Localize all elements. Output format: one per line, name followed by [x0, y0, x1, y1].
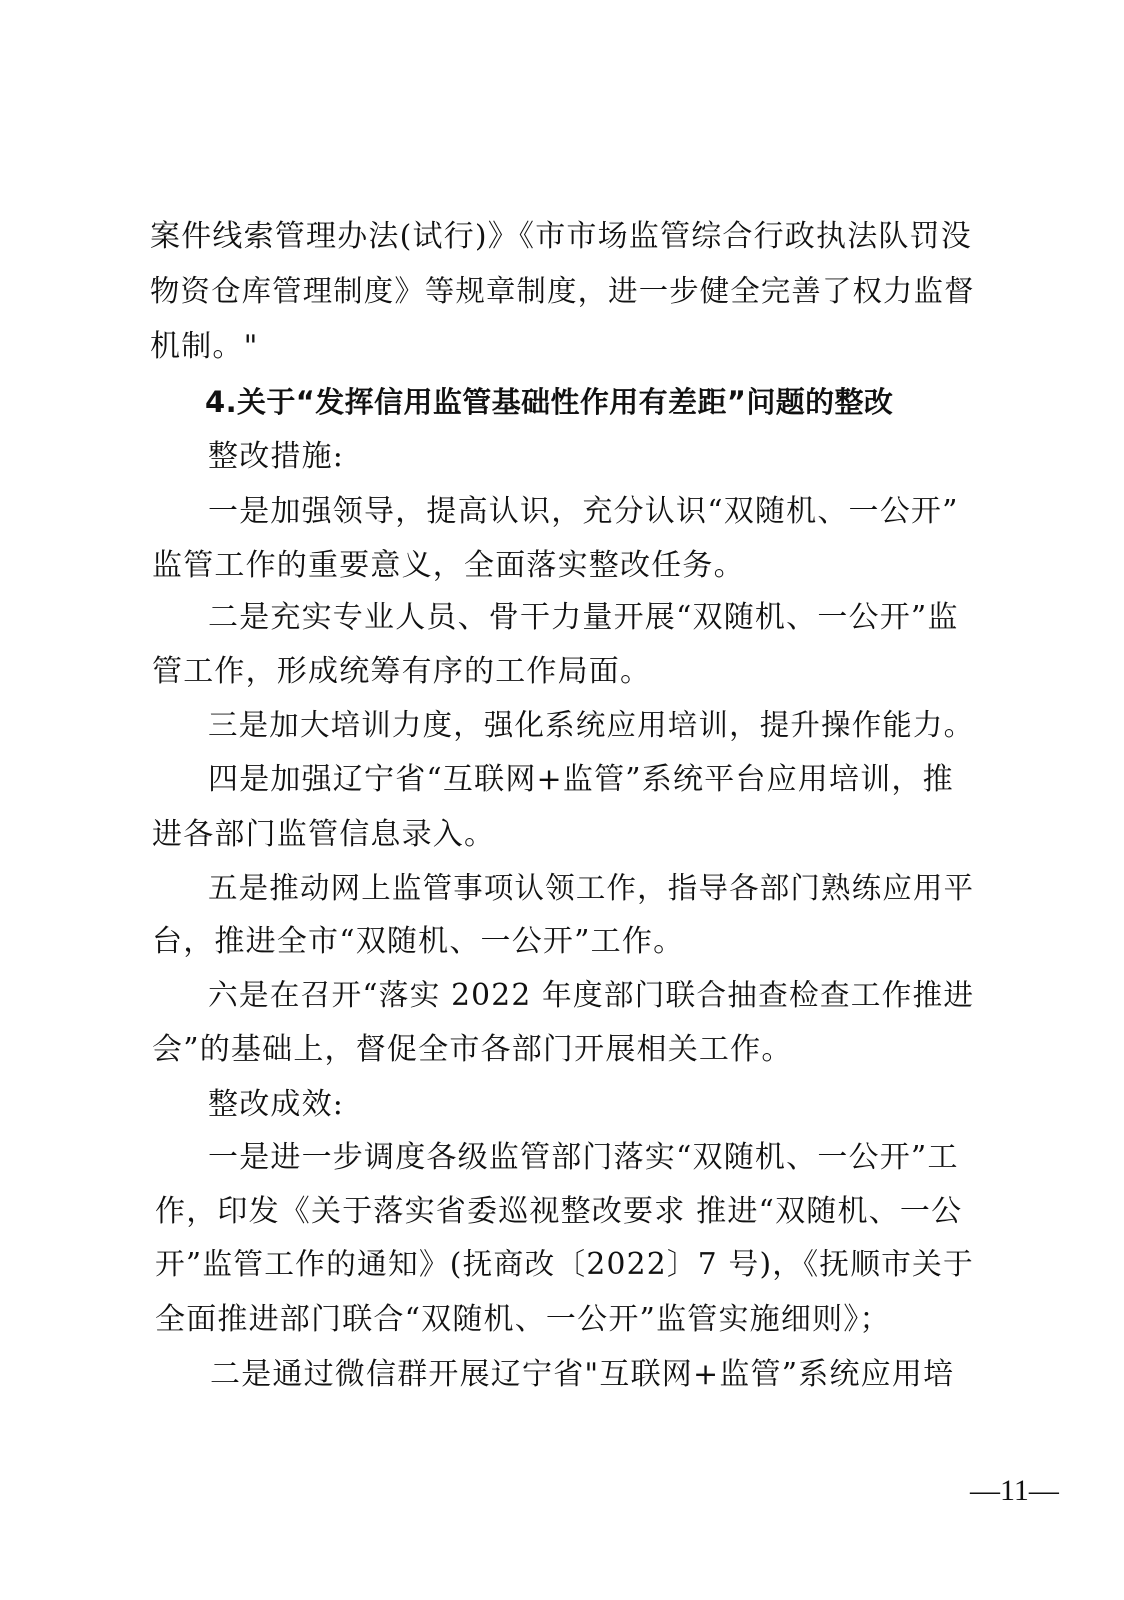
- body-line-16: 会”的基础上，督促全市各部门开展相关工作。: [152, 1032, 793, 1067]
- body-line-10: 三是加大培训力度，强化系统应用培训，提升操作能力。: [208, 708, 975, 742]
- body-line-13: 五是推动网上监管事项认领工作，指导各部门熟练应用平: [208, 871, 975, 905]
- body-line-20: 开”监管工作的通知》(抚商改〔2022〕7 号)，《抚顺市关于: [155, 1247, 974, 1282]
- body-line-7: 监管工作的重要意义，全面落实整改任务。: [152, 548, 745, 583]
- body-line-12: 进各部门监管信息录入。: [152, 817, 496, 852]
- body-line-1: 案件线索管理办法(试行)》《市市场监管综合行政执法队罚没: [150, 219, 973, 254]
- body-line-8: 二是充实专业人员、骨干力量开展“双随机、一公开”监: [208, 600, 959, 635]
- body-line-2: 物资仓库管理制度》等规章制度，进一步健全完善了权力监督: [150, 274, 975, 308]
- body-line-18: 一是进一步调度各级监管部门落实“双随机、一公开”工: [208, 1140, 959, 1175]
- body-line-3: 机制。": [150, 329, 259, 364]
- body-line-22: 二是通过微信群开展辽宁省"互联网+监管”系统应用培: [210, 1357, 955, 1392]
- body-line-9: 管工作，形成统筹有序的工作局面。: [152, 654, 652, 689]
- section-heading: 4.关于“发挥信用监管基础性作用有差距”问题的整改: [205, 385, 894, 419]
- subheading-results: 整改成效:: [208, 1087, 345, 1122]
- subheading-measures: 整改措施:: [208, 439, 345, 474]
- body-line-21: 全面推进部门联合“双随机、一公开”监管实施细则》；: [155, 1302, 891, 1337]
- body-line-11: 四是加强辽宁省“互联网+监管”系统平台应用培训，推: [208, 762, 954, 797]
- body-line-19: 作，印发《关于落实省委巡视整改要求 推进“双随机、一公: [155, 1194, 963, 1229]
- page-number: —11—: [970, 1474, 1059, 1507]
- body-line-6: 一是加强领导，提高认识，充分认识“双随机、一公开”: [208, 494, 959, 529]
- body-line-14: 台，推进全市“双随机、一公开”工作。: [152, 924, 685, 959]
- body-line-15: 六是在召开“落实 2022 年度部门联合抽查检查工作推进: [208, 977, 975, 1012]
